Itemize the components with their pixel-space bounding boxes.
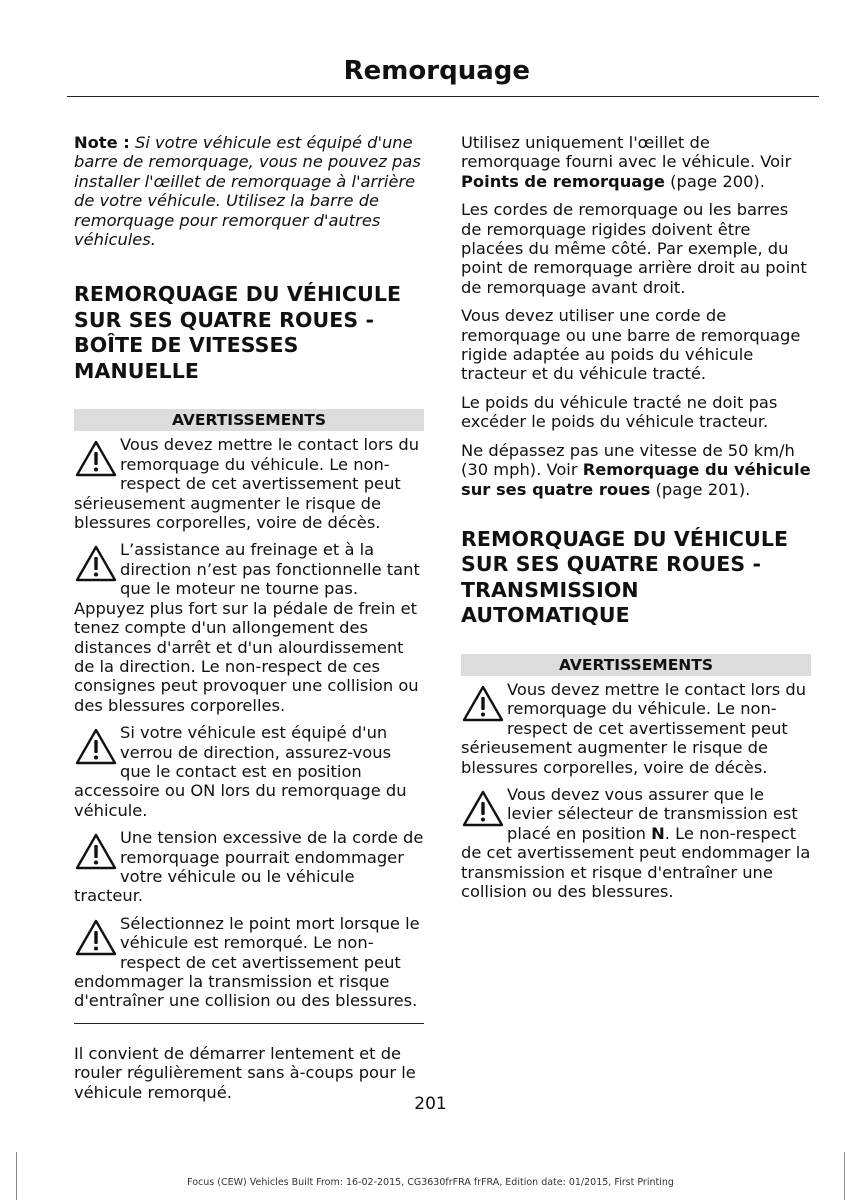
warning-item bbox=[74, 435, 424, 532]
paragraph-rope-weight: Vous devez utiliser une corde de remorquage ou une barre de remorquage rigide adaptée au poids du véhicule tracteur et du véhicule tracté. bbox=[461, 306, 801, 384]
section-title-automatic: REMORQUAGE DU VÉHICULE SUR SES QUATRE ROUES - TRANSMISSION AUTOMATIQUE bbox=[461, 526, 789, 628]
page-title: Remorquage bbox=[343, 56, 530, 86]
warning-item bbox=[74, 914, 424, 1011]
note-text: Si votre véhicule est équipé d'une barre de remorquage, vous ne pouvez pas installer l'œillet de remorquage à l'arrière de votre véhicule. Utilisez la barre de remorquage pour remorquer d'autres véhicules. bbox=[74, 133, 421, 250]
warning-item bbox=[74, 828, 424, 906]
paragraph-towing-eye bbox=[461, 133, 811, 191]
cross-reference-link[interactable]: Remorquage du véhicule sur ses quatre roues bbox=[461, 460, 811, 499]
page-reference: (page 200). bbox=[664, 171, 765, 191]
warnings-header: AVERTISSEMENTS bbox=[74, 409, 424, 431]
warning-text: Si votre véhicule est équipé d'un verrou de direction, assurez-vous que le contact est en position accessoire ou ON lors du remorquage du véhicule. bbox=[74, 723, 407, 820]
warning-item bbox=[74, 723, 424, 820]
footer-edition-info: Focus (CEW) Vehicles Built From: 16-02-2015, CG3630frFRA frFRA, Edition date: 01/2015, First Printing bbox=[187, 1177, 674, 1188]
warning-triangle-icon bbox=[74, 438, 118, 480]
warning-item bbox=[461, 785, 811, 901]
warning-text: L’assistance au freinage et à la direction n’est pas fonctionnelle tant que le moteur ne tourne pas. Appuyez plus fort sur la pédale de frein et tenez compte d'un allongement des distances d'arrêt et d'un alourdissement de la direction. Le non-respect de ces consignes peut provoquer une collision ou des blessures corporelles. bbox=[74, 540, 420, 715]
left-column bbox=[74, 133, 424, 1111]
crop-mark bbox=[16, 1152, 17, 1200]
paragraph-speed-limit bbox=[461, 441, 811, 499]
header-divider bbox=[67, 96, 819, 97]
page-number: 201 bbox=[414, 1094, 447, 1114]
page-reference: (page 201). bbox=[650, 479, 751, 499]
warning-text: Vous devez mettre le contact lors du remorquage du véhicule. Le non-respect de cet avertissement peut sérieusement augmenter le risque de blessures corporelles, voire de décès. bbox=[461, 679, 807, 777]
gear-position: N bbox=[651, 823, 665, 843]
warnings-box-automatic bbox=[461, 654, 811, 901]
warning-triangle-icon bbox=[74, 831, 118, 873]
warning-triangle-icon bbox=[461, 788, 505, 830]
paragraph-text: Utilisez uniquement l'œillet de remorquage fourni avec le véhicule. Voir bbox=[461, 133, 792, 172]
warnings-box-manual bbox=[74, 409, 424, 1023]
warning-text: Sélectionnez le point mort lorsque le véhicule est remorqué. Le non-respect de cet avertissement peut endommager la transmission et risque d'entraîner une collision ou des blessures. bbox=[74, 913, 420, 1011]
paragraph-towed-weight: Le poids du véhicule tracté ne doit pas excéder le poids du véhicule tracteur. bbox=[461, 392, 778, 432]
crop-mark bbox=[844, 1152, 845, 1200]
right-column bbox=[461, 133, 811, 909]
closing-paragraph: Il convient de démarrer lentement et de rouler régulièrement sans à-coups pour le véhicule remorqué. bbox=[74, 1043, 416, 1102]
cross-reference-link[interactable]: Points de remorquage bbox=[461, 171, 665, 191]
note-paragraph bbox=[74, 133, 424, 249]
warning-triangle-icon bbox=[74, 917, 118, 959]
warning-text: Une tension excessive de la corde de remorquage pourrait endommager votre véhicule ou le véhicule tracteur. bbox=[74, 828, 424, 906]
warning-text: Vous devez vous assurer que le levier sélecteur de transmission est placé en position bbox=[507, 784, 798, 843]
paragraph-text: Ne dépassez pas une vitesse de 50 km/h (30 mph). Voir bbox=[461, 440, 795, 480]
warning-text: Vous devez mettre le contact lors du remorquage du véhicule. Le non-respect de cet avertissement peut sérieusement augmenter le risque de blessures corporelles, voire de décès. bbox=[74, 435, 420, 533]
warning-item bbox=[74, 540, 424, 715]
paragraph-same-side: Les cordes de remorquage ou les barres de remorquage rigides doivent être placées du même côté. Par exemple, du point de remorquage arrière droit au point de remorquage avant droit. bbox=[461, 200, 807, 297]
warning-triangle-icon bbox=[74, 543, 118, 585]
warning-triangle-icon bbox=[461, 683, 505, 725]
warnings-header: AVERTISSEMENTS bbox=[461, 654, 811, 676]
section-title-manual: REMORQUAGE DU VÉHICULE SUR SES QUATRE ROUES - BOÎTE DE VITESSES MANUELLE bbox=[74, 282, 402, 383]
warning-text: . Le non-respect de cet avertissement peut endommager la transmission et risque d'entraîner une collision ou des blessures. bbox=[461, 823, 811, 901]
warning-triangle-icon bbox=[74, 726, 118, 768]
note-label: Note : bbox=[74, 133, 130, 152]
warning-item bbox=[461, 680, 811, 777]
